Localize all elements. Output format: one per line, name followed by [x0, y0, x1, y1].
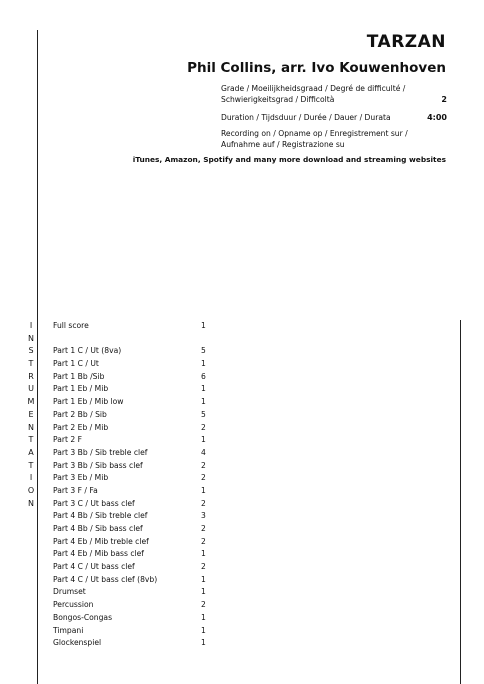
- instrument-name: Part 4 Bb / Sib bass clef: [53, 524, 143, 533]
- duration-label: Duration / Tijdsduur / Durée / Dauer / Durata: [221, 113, 391, 122]
- instrument-count: 1: [201, 435, 206, 445]
- list-item: [53, 383, 213, 396]
- list-item: [53, 586, 213, 599]
- instrument-count: 1: [201, 384, 206, 394]
- instrument-count: 3: [201, 511, 206, 521]
- side-label-letter: R: [28, 371, 34, 381]
- grade-value: 2: [441, 95, 447, 104]
- list-item: [53, 345, 213, 358]
- side-label-letter: I: [29, 321, 33, 330]
- instrument-count: 5: [201, 346, 206, 356]
- instrumentation-list: [53, 320, 213, 650]
- instrument-name: Bongos-Congas: [53, 612, 113, 622]
- list-item: [53, 472, 213, 485]
- instrument-name: Part 3 Bb / Sib bass clef: [53, 460, 143, 470]
- list-item: [53, 548, 213, 561]
- instrument-name: Part 4 Eb / Mib treble clef: [53, 536, 149, 546]
- list-item: [53, 422, 213, 435]
- instrument-count: 1: [201, 638, 206, 648]
- list-item: [53, 485, 213, 498]
- instrument-name: Part 1 C / Ut (8va): [53, 346, 122, 356]
- instrument-name: Part 1 Bb /Sib: [53, 371, 105, 381]
- side-label-letter: A: [28, 447, 34, 457]
- side-label-letter: S: [28, 346, 34, 356]
- instrument-count: 2: [201, 473, 206, 483]
- streaming-sites: iTunes, Amazon, Spotify and many more download and streaming websites: [132, 155, 446, 164]
- instrument-count: 1: [201, 485, 206, 495]
- instrument-name: Part 1 Eb / Mib: [53, 384, 109, 394]
- instrument-name: Drumset: [53, 587, 86, 597]
- instrument-name: Part 1 C / Ut: [53, 359, 99, 369]
- list-item: [53, 396, 213, 409]
- side-label-letter: U: [28, 384, 34, 394]
- instrument-name: Glockenspiel: [53, 638, 102, 648]
- side-label-letter: N: [28, 422, 34, 432]
- instrument-count: 1: [201, 625, 206, 635]
- instrument-count: 2: [201, 536, 206, 546]
- instrument-count: 1: [201, 359, 206, 369]
- list-item: [53, 536, 213, 549]
- list-item: [53, 371, 213, 384]
- side-label-letter: E: [28, 409, 34, 419]
- instrument-name: Part 3 Eb / Mib: [53, 473, 109, 483]
- list-item: [53, 498, 213, 511]
- list-item: [53, 523, 213, 536]
- side-label-letter: T: [28, 359, 34, 369]
- instrument-count: 1: [201, 587, 206, 597]
- list-item: [53, 358, 213, 371]
- instrument-name: Part 2 F: [53, 435, 83, 445]
- instrument-count: 1: [201, 549, 206, 559]
- instrument-count: 2: [201, 422, 206, 432]
- duration-info: [221, 112, 447, 123]
- instrument-count: 5: [201, 409, 206, 419]
- list-item: [53, 409, 213, 422]
- list-item: [53, 447, 213, 460]
- side-label-letter: T: [28, 460, 34, 470]
- instrument-count: 1: [201, 397, 206, 407]
- list-item: [53, 561, 213, 574]
- list-item: [53, 637, 213, 650]
- recording-info: [221, 128, 447, 150]
- instrument-count: 2: [201, 600, 206, 610]
- instrument-count: 6: [201, 371, 206, 381]
- composer-arranger: Phil Collins, arr. Ivo Kouwenhoven: [187, 60, 446, 76]
- instrument-name: Part 4 C / Ut bass clef: [53, 562, 135, 572]
- duration-value: 4:00: [427, 113, 447, 122]
- instrument-count: 1: [201, 321, 206, 330]
- instrument-name: Percussion: [53, 600, 94, 610]
- side-label-letter: T: [28, 435, 34, 445]
- right-margin-rule: [460, 320, 461, 684]
- piece-title: TARZAN: [366, 32, 446, 52]
- side-label-letter: N: [28, 333, 34, 343]
- list-item: [53, 574, 213, 587]
- list-item-full-score: [53, 320, 213, 333]
- instrument-name: Part 3 F / Fa: [53, 485, 98, 495]
- list-item: [53, 612, 213, 625]
- instrument-name: Part 3 Bb / Sib treble clef: [53, 447, 148, 457]
- instrument-name: Timpani: [53, 625, 84, 635]
- list-item: [53, 510, 213, 523]
- list-item: [53, 599, 213, 612]
- instrument-count: 2: [201, 524, 206, 533]
- instrument-count: 1: [201, 612, 206, 622]
- list-item: [53, 434, 213, 447]
- instrument-count: 2: [201, 498, 206, 508]
- instrument-name: Part 3 C / Ut bass clef: [53, 498, 135, 508]
- recording-label: Recording on / Opname op / Enregistrement sur / Aufnahme auf / Registrazione su: [221, 129, 408, 149]
- instrument-name: Part 1 Eb / Mib low: [53, 397, 124, 407]
- grade-label: Grade / Moeilijkheidsgraad / Degré de difficulté / Schwierigkeitsgrad / Difficoltà: [221, 84, 406, 104]
- instrumentation-side-label: [26, 320, 36, 510]
- side-label-letter: O: [27, 485, 35, 495]
- side-label-letter: M: [27, 397, 35, 407]
- instrument-count: 2: [201, 562, 206, 572]
- instrument-count: 2: [201, 460, 206, 470]
- instrument-name: Part 2 Eb / Mib: [53, 422, 109, 432]
- instrument-name: Part 2 Bb / Sib: [53, 409, 107, 419]
- side-label-letter: N: [28, 498, 34, 508]
- instrument-name: Full score: [53, 321, 89, 330]
- instrument-name: Part 4 Bb / Sib treble clef: [53, 511, 148, 521]
- side-label-letter: I: [29, 473, 33, 483]
- grade-info: [221, 83, 447, 105]
- instrument-name: Part 4 Eb / Mib bass clef: [53, 549, 144, 559]
- left-margin-rule: [37, 30, 38, 684]
- instrument-name: Part 4 C / Ut bass clef (8vb): [53, 574, 158, 584]
- instrument-count: 1: [201, 574, 206, 584]
- instrument-count: 4: [201, 447, 206, 457]
- list-item: [53, 625, 213, 638]
- list-item: [53, 460, 213, 473]
